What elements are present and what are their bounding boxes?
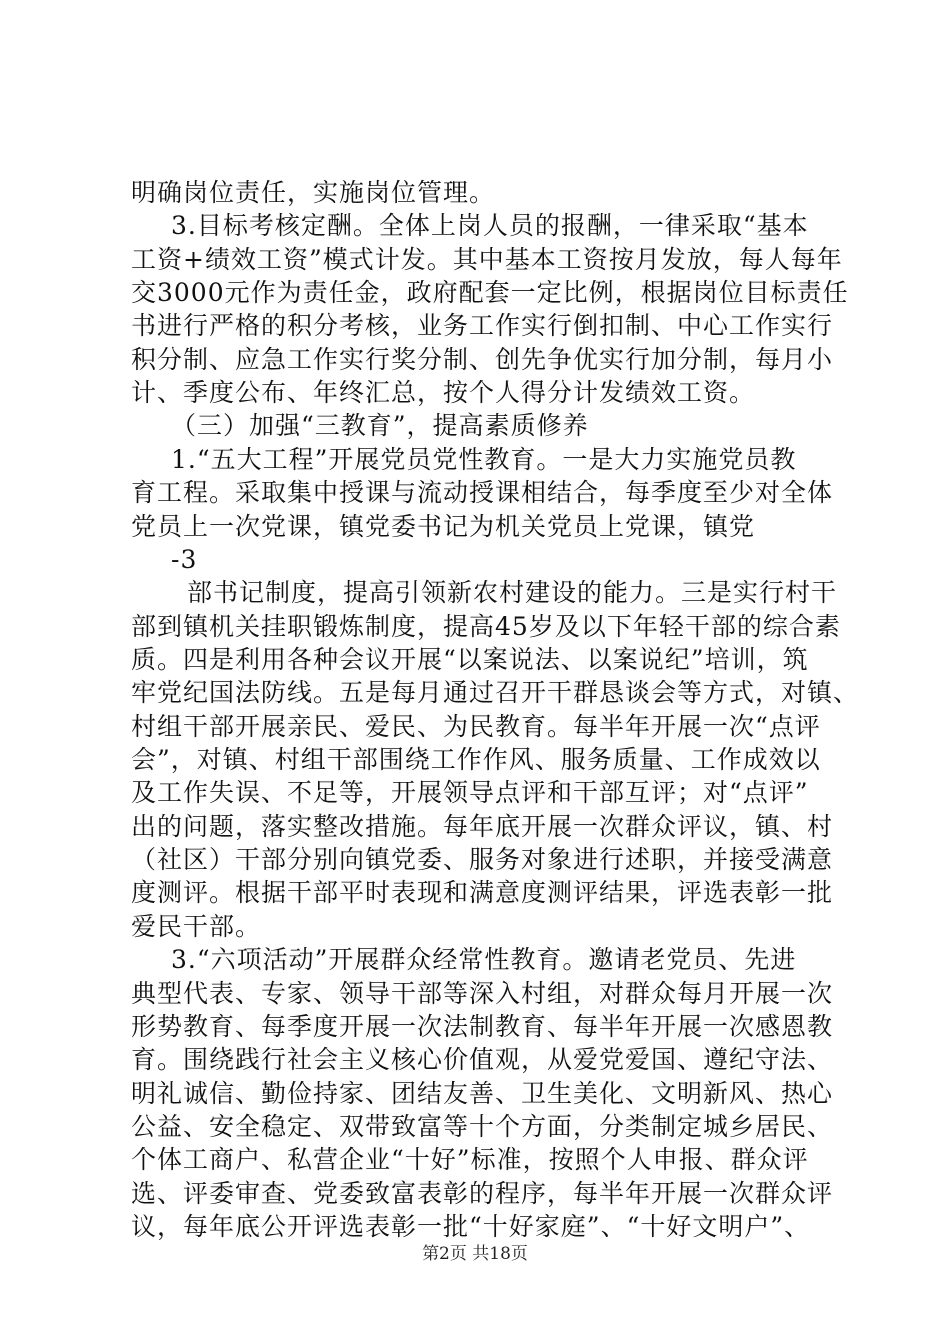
text-line: 计、季度公布、年终汇总，按个人得分计发绩效工资。 [131, 378, 756, 407]
page-marker: -3 [171, 545, 198, 574]
text-line: （社区）干部分别向镇党委、服务对象进行述职，并接受满意 [131, 845, 834, 874]
text-line: 部到镇机关挂职锻炼制度，提高45岁及以下年轻干部的综合素 [131, 612, 841, 641]
text-line: 牢党纪国法防线。五是每月通过召开干群恳谈会等方式，对镇、 [131, 678, 860, 707]
text-line: 积分制、应急工作实行奖分制、创先争优实行加分制，每月小 [131, 345, 834, 374]
text-line: 及工作失误、不足等，开展领导点评和干部互评；对“点评” [131, 778, 809, 807]
text-line: 会”，对镇、村组干部围绕工作作风、服务质量、工作成效以 [131, 745, 821, 774]
text-line: 交3000元作为责任金，政府配套一定比例，根据岗位目标责任 [131, 278, 849, 307]
text-line: 出的问题，落实整改措施。每年底开展一次群众评议，镇、村 [131, 812, 834, 841]
text-line: 3.“六项活动”开展群众经常性教育。邀请老党员、先进 [171, 945, 797, 974]
text-line: 度测评。根据干部平时表现和满意度测评结果，评选表彰一批 [131, 878, 834, 907]
text-line: 典型代表、专家、领导干部等深入村组，对群众每月开展一次 [131, 979, 834, 1008]
section-heading: （三）加强“三教育”，提高素质修养 [171, 411, 589, 440]
text-line: 爱民干部。 [131, 912, 262, 941]
text-line: 议，每年底公开评选表彰一批“十好家庭”、“十好文明户”、 [131, 1212, 811, 1241]
text-line: 明礼诚信、勤俭持家、团结友善、卫生美化、文明新风、热心 [131, 1079, 834, 1108]
text-line: 党员上一次党课，镇党委书记为机关党员上党课，镇党 [131, 512, 756, 541]
text-line: 育工程。采取集中授课与流动授课相结合，每季度至少对全体 [131, 478, 834, 507]
text-line: 工资+绩效工资”模式计发。其中基本工资按月发放，每人每年 [131, 245, 843, 274]
text-line: 部书记制度，提高引领新农村建设的能力。三是实行村干 [187, 578, 838, 607]
text-line: 个体工商户、私营企业“十好”标准，按照个人申报、群众评 [131, 1145, 809, 1174]
text-line: 明确岗位责任，实施岗位管理。 [131, 178, 496, 207]
text-line: 质。四是利用各种会议开展“以案说法、以案说纪”培训，筑 [131, 645, 809, 674]
text-line: 1.“五大工程”开展党员党性教育。一是大力实施党员教 [171, 445, 797, 474]
text-line: 育。围绕践行社会主义核心价值观，从爱党爱国、遵纪守法、 [131, 1045, 834, 1074]
text-line: 书进行严格的积分考核，业务工作实行倒扣制、中心工作实行 [131, 311, 834, 340]
text-line: 3.目标考核定酬。全体上岗人员的报酬，一律采取“基本 [171, 211, 809, 240]
text-line: 公益、安全稳定、双带致富等十个方面，分类制定城乡居民、 [131, 1112, 834, 1141]
text-line: 形势教育、每季度开展一次法制教育、每半年开展一次感恩教 [131, 1012, 834, 1041]
text-line: 村组干部开展亲民、爱民、为民教育。每半年开展一次“点评 [131, 712, 821, 741]
page-footer: 第2页 共18页 [422, 1244, 528, 1264]
text-line: 选、评委审查、党委致富表彰的程序，每半年开展一次群众评 [131, 1179, 834, 1208]
